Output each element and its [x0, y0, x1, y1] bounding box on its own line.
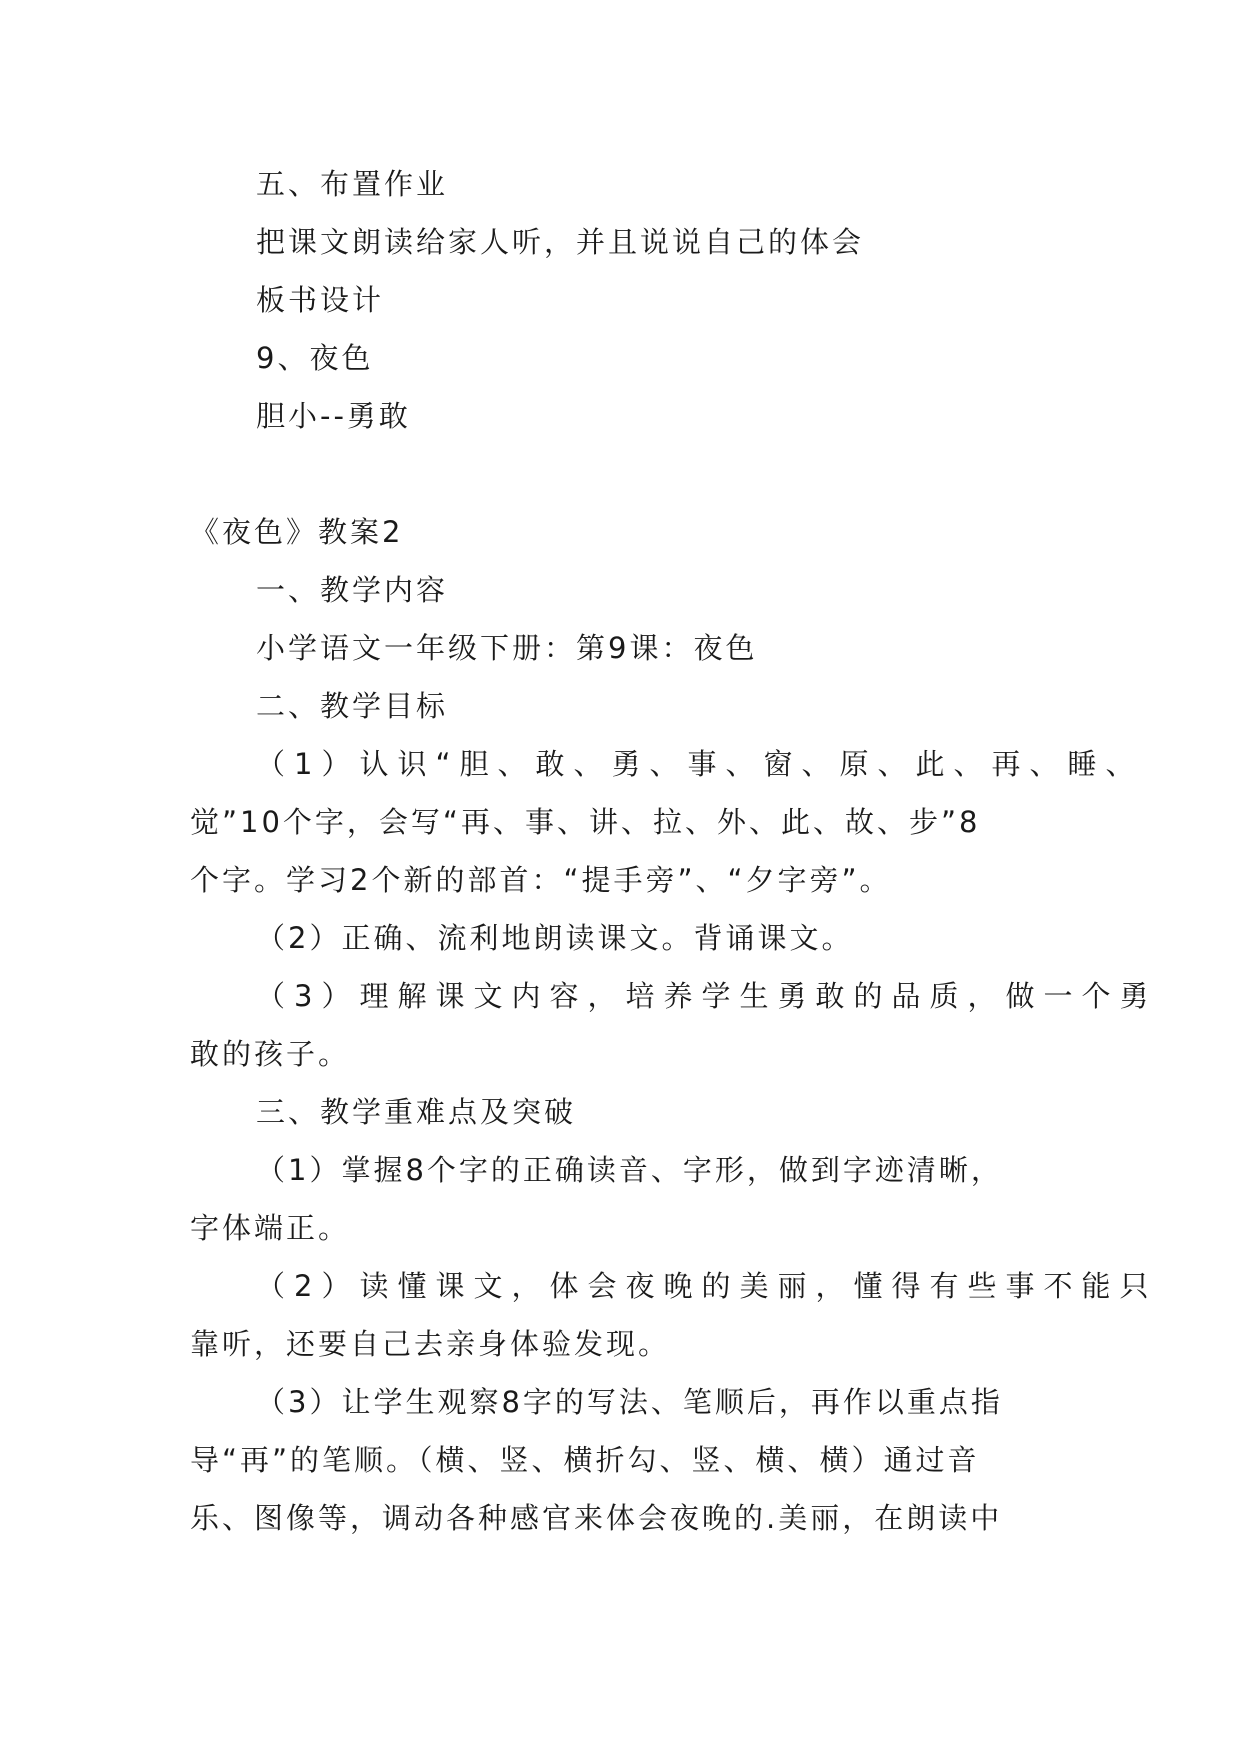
- key-point-1-line-1: （1）掌握8个字的正确读音、字形，做到字迹清晰，: [256, 1153, 1003, 1187]
- key-point-3-line-3: 乐、图像等，调动各种感官来体会夜晚的.美丽，在朗读中: [190, 1501, 1003, 1535]
- goal-2: （2）正确、流利地朗读课文。背诵课文。: [256, 921, 854, 955]
- key-point-3-line-1: （3）让学生观察8字的写法、笔顺后，再作以重点指: [256, 1385, 1003, 1419]
- key-point-3-line-2: 导“再”的笔顺。（横、竖、横折勾、竖、横、横）通过音: [190, 1443, 980, 1477]
- section-1-content: 小学语文一年级下册：第9课：夜色: [256, 631, 758, 665]
- lesson-plan-title: 《夜色》教案2: [190, 515, 404, 549]
- board-title: 9、夜色: [256, 341, 374, 375]
- section-5-heading: 五、布置作业: [256, 167, 449, 201]
- key-point-1-line-2: 字体端正。: [190, 1211, 351, 1245]
- goal-3-line-2: 敢的孩子。: [190, 1037, 351, 1071]
- section-1-heading: 一、教学内容: [256, 573, 449, 607]
- goal-3-line-1: （3）理解课文内容，培养学生勇敢的品质，做一个勇: [256, 979, 1158, 1013]
- key-point-2-line-1: （2）读懂课文，体会夜晚的美丽，懂得有些事不能只: [256, 1269, 1158, 1303]
- section-2-heading: 二、教学目标: [256, 689, 449, 723]
- board-design-heading: 板书设计: [256, 283, 385, 317]
- goal-1-line-3: 个字。学习2个新的部首：“提手旁”、“夕字旁”。: [190, 863, 892, 897]
- board-content: 胆小--勇敢: [256, 399, 411, 433]
- goal-1-line-2: 觉”10个字，会写“再、事、讲、拉、外、此、故、步”8: [190, 805, 981, 839]
- goal-1-line-1: （1）认识“胆、敢、勇、事、窗、原、此、再、睡、: [256, 747, 1144, 781]
- section-3-heading: 三、教学重难点及突破: [256, 1095, 577, 1129]
- key-point-2-line-2: 靠听，还要自己去亲身体验发现。: [190, 1327, 671, 1361]
- homework-text: 把课文朗读给家人听，并且说说自己的体会: [256, 225, 865, 259]
